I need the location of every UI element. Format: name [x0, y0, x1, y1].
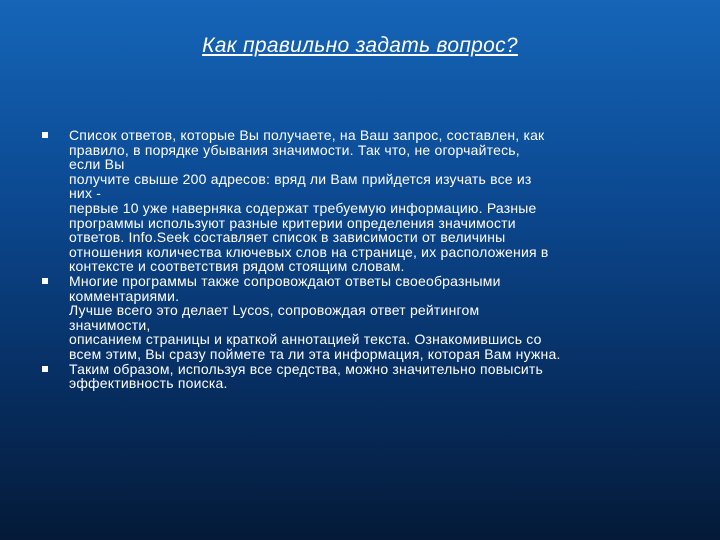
bullet-text-line: них - — [69, 185, 102, 202]
bullet-item-1 — [42, 128, 692, 274]
square-bullet-icon — [42, 132, 48, 138]
square-bullet-icon — [42, 366, 48, 372]
square-bullet-icon — [42, 278, 48, 284]
bullet-text-line: Многие программы также сопровождают ответы своеобразными — [69, 272, 501, 289]
bullet-text-line: ответов. Info.Seek составляет список в зависимости от величины — [69, 229, 506, 246]
bullet-text-line: Лучше всего это делает Lycos, сопровождая ответ рейтингом — [69, 302, 480, 319]
bullet-text-line: описанием страницы и краткой аннотацией текста. Ознакомившись со — [69, 331, 542, 348]
bullet-text-line: первые 10 уже наверняка содержат требуемую информацию. Разные — [69, 199, 537, 216]
bullet-text-line: если Вы — [69, 156, 125, 173]
bullet-item-2 — [42, 274, 692, 362]
bullet-text-line: всем этим, Вы сразу поймете та ли эта информация, которая Вам нужна. — [69, 345, 561, 362]
bullet-item-3 — [42, 362, 692, 391]
bullet-text-line: программы используют разные критерии определения значимости — [69, 214, 516, 231]
bullet-text-line: правило, в порядке убывания значимости. Так что, не огорчайтесь, — [69, 141, 520, 158]
bullet-text-line: контексте и соответствия рядом стоящим словам. — [69, 258, 405, 275]
bullet-text-line: получите свыше 200 адресов: вряд ли Вам прийдется изучать все из — [69, 170, 532, 187]
bullet-text-line: значимости, — [69, 316, 151, 333]
bullet-text-line: отношения количества ключевых слов на странице, их расположения в — [69, 243, 549, 260]
bullet-text-line: комментариями. — [69, 287, 180, 304]
bullet-text-line: Таким образом, используя все средства, можно значительно повысить — [69, 360, 544, 377]
bullet-text-line: Список ответов, которые Вы получаете, на Ваш запрос, составлен, как — [69, 127, 545, 143]
bullet-list — [42, 128, 692, 391]
bullet-text-line: эффективность поиска. — [69, 375, 228, 392]
slide-title: Как правильно задать вопрос? — [202, 34, 518, 57]
